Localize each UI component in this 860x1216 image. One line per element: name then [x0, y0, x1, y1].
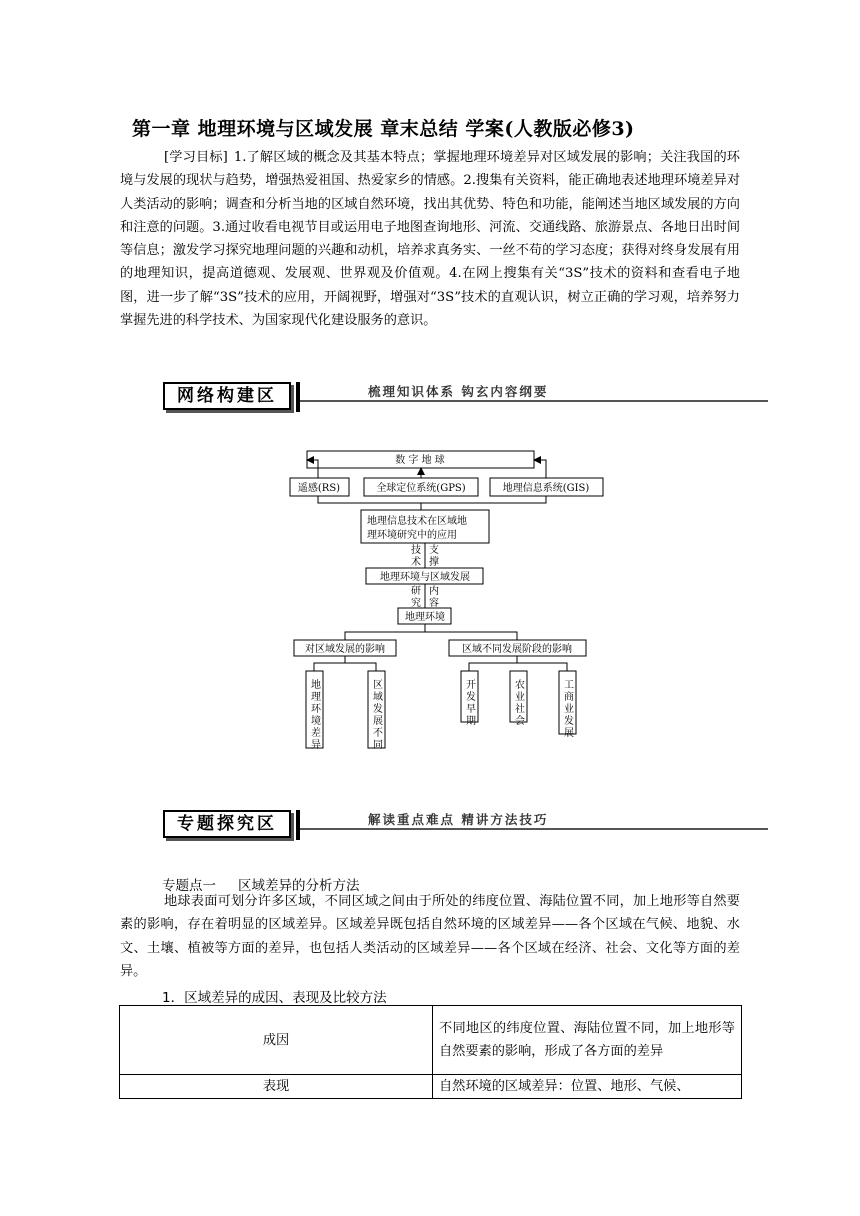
table-row: [120, 1075, 742, 1099]
banner-topic-tag: 专题探究区: [163, 810, 291, 838]
application-line-2: 理环境研究中的应用: [367, 530, 457, 541]
leaf-label-1: 地理环境差异: [308, 679, 320, 751]
objectives-text: 1.了解区域的概念及其基本特点；掌握地理环境差异对区域发展的影响；关注我国的环境与发展的现状与趋势，增强热爱祖国、热爱家乡的情感。2.搜集有关资料，能正确地表述地理环境差异对人类活动的影响；调查和分析当地的区域自然环境，找出其优势、特色和功能，能阐述当地区域发展的方向和注意的问题。3.通过收看电视节目或运用电子地图查询地形、河流、交通线路、旅游景点、各地日出时间等信息；激发学习探究地理问题的兴趣和动机，培养求真务实、一丝不苟的学习态度；获得对终身发展有用的地理知识，提高道德观、发展观、世界观及价值观。4.在网上搜集有关“3S”技术的资料和查看电子地图，进一步了解“3S”技术的应用，开阔视野，增强对“3S”技术的直观认识，树立正确的学习观，培养努力掌握先进的科学技术、为国家现代化建设服务的意识。: [120, 150, 740, 329]
table-value-cell: 不同地区的纬度位置、海陆位置不同，加上地形等自然要素的影响，形成了各方面的差异: [433, 1006, 742, 1075]
topic-label: 专题点一: [162, 878, 216, 894]
banner-network-tag: 网络构建区: [163, 382, 291, 410]
edge-tech-2: 术: [411, 557, 421, 568]
edge-content-2: 容: [429, 598, 439, 609]
table-value-cell: 自然环境的区域差异：位置、地形、气候、: [433, 1075, 742, 1099]
table-key-cell: 表现: [120, 1075, 433, 1099]
gis-label: 地理信息系统(GIS): [502, 483, 590, 494]
table-row: [120, 1006, 742, 1075]
objectives-label: [学习目标]: [164, 150, 228, 165]
table-key-cell: 成因: [120, 1006, 433, 1075]
edge-tech-1: 技: [411, 545, 421, 556]
edge-research-2: 究: [411, 598, 421, 609]
leaf-label-5: 工商业发展: [561, 679, 573, 739]
topic-body: 地球表面可划分许多区域，不同区域之间由于所处的纬度位置、海陆位置不同，加上地形等自然要素的影响，存在着明显的区域差异。区域差异既包括自然环境的区域差异——各个区域在气候、地貌、水文、土壤、植被等方面的差异，也包括人类活动的区域差异——各个区域在经济、社会、文化等方面的差异。: [120, 894, 740, 979]
banner-rule-2: [300, 828, 768, 830]
leaf-label-2: 区域发展不同: [370, 679, 382, 751]
banner-topic-subtitle: 解读重点难点 精讲方法技巧: [368, 812, 549, 827]
edge-support-1: 支: [429, 545, 439, 556]
banner-bar-2: [296, 810, 300, 840]
digital-earth-label: 数 字 地 球: [395, 455, 445, 466]
env-label: 地理环境: [405, 612, 445, 623]
edge-content-1: 内: [429, 586, 439, 597]
left-branch-label: 对区域发展的影响: [305, 644, 385, 655]
banner-network-subtitle: 梳理知识体系 钩玄内容纲要: [368, 384, 549, 399]
banner-topic: [163, 810, 768, 840]
subheading: 1．区域差异的成因、表现及比较方法: [162, 990, 387, 1006]
application-line-1: 地理信息技术在区域地: [367, 516, 467, 527]
edge-support-2: 撑: [429, 557, 439, 568]
leaf-label-4: 农业社会: [512, 679, 524, 727]
rs-label: 遥感(RS): [297, 483, 341, 494]
env-development-label: 地理环境与区域发展: [380, 572, 470, 583]
topic-title: 区域差异的分析方法: [238, 878, 360, 894]
page-title: 第一章 地理环境与区域发展 章末总结 学案(人教版必修3): [132, 118, 635, 140]
right-branch-label: 区域不同发展阶段的影响: [462, 644, 572, 655]
leaf-label-3: 开发早期: [463, 679, 475, 727]
comparison-table: [119, 1005, 742, 1099]
gps-label: 全球定位系统(GPS): [376, 483, 466, 494]
edge-research-1: 研: [411, 586, 421, 597]
